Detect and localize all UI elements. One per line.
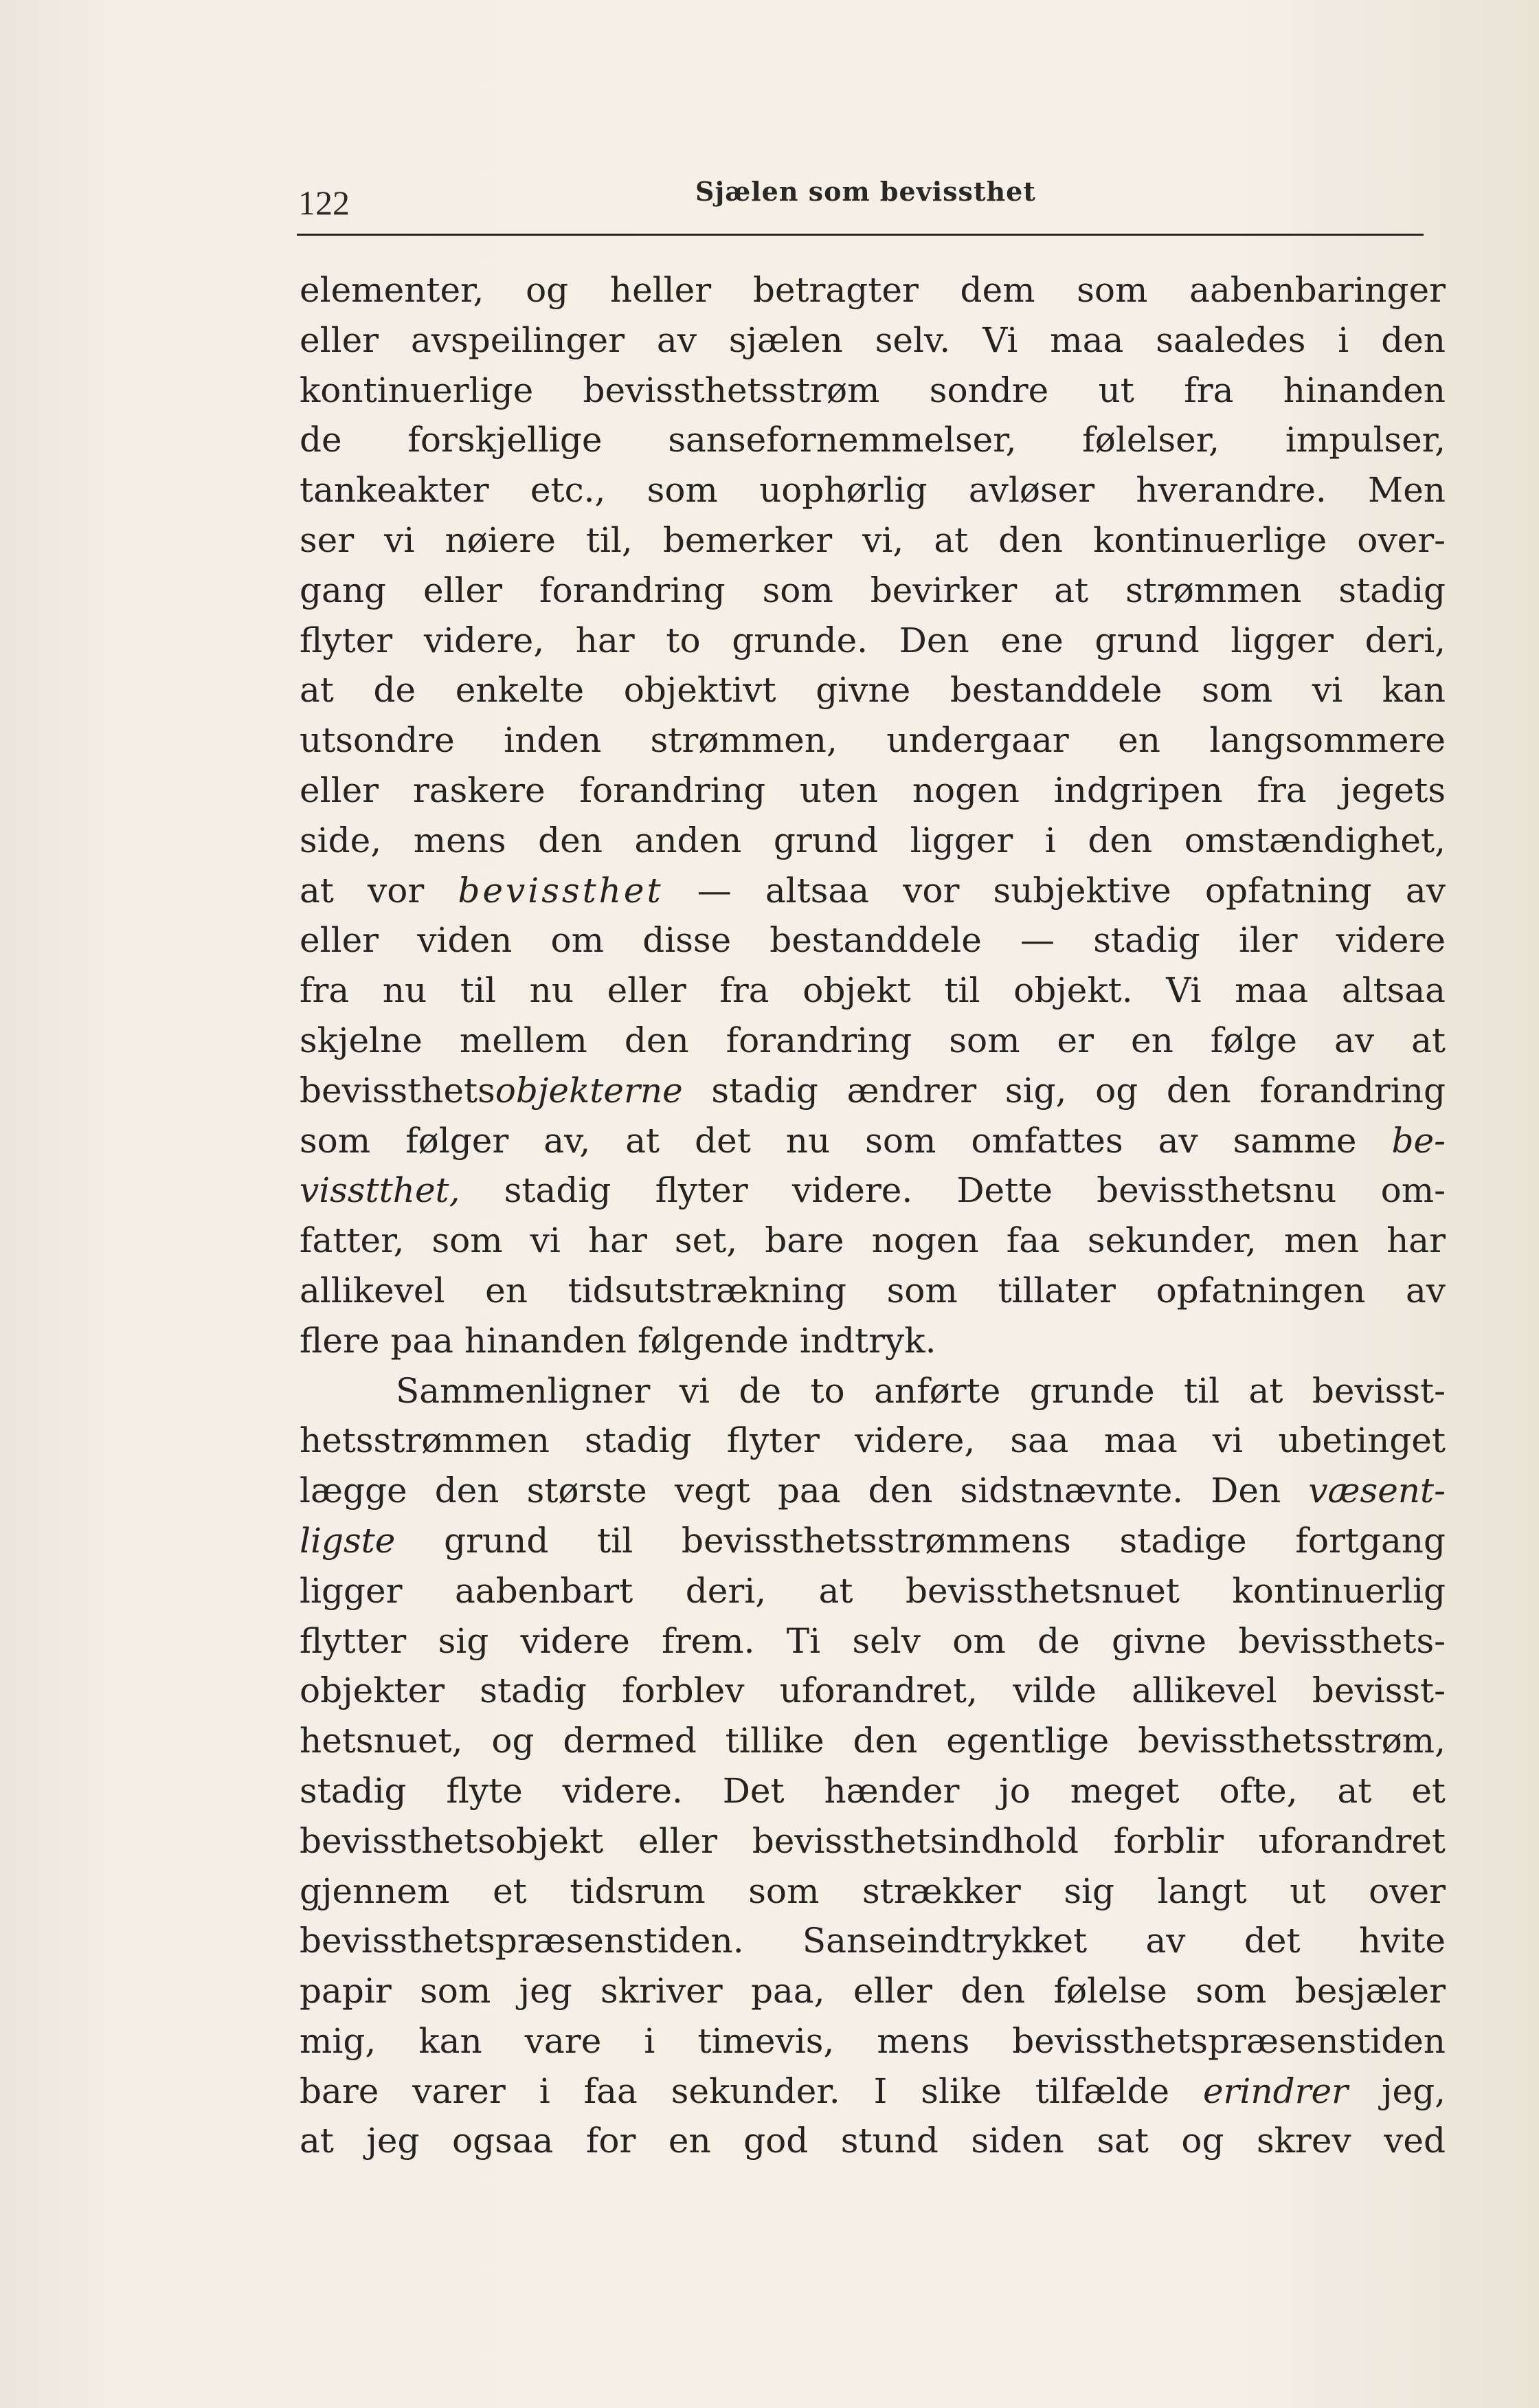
italic-term: væsent- <box>1308 1471 1446 1511</box>
text-line: stadig flyte videre. Det hænder jo meget ofte, at et <box>300 1770 1446 1811</box>
text-line: at de enkelte objektivt givne bestanddele som vi kan <box>300 670 1446 711</box>
text-line: bevissthetsobjekt eller bevissthetsindhold forblir uforandret <box>300 1820 1446 1861</box>
text-line: de forskjellige sansefornemmelser, følelser, impulser, <box>300 420 1446 460</box>
text-line: fra nu til nu eller fra objekt til objekt. Vi maa altsaa <box>300 970 1446 1011</box>
text-line: skjelne mellem den forandring som er en følge av at <box>300 1020 1446 1060</box>
text-line: utsondre inden strømmen, undergaar en langsommere <box>300 720 1446 761</box>
text-line: eller viden om disse bestanddele — stadig iler videre <box>300 920 1446 961</box>
text-line: hetsnuet, og dermed tillike den egentlige bevissthetsstrøm, <box>300 1721 1446 1761</box>
text-line: bare varer i faa sekunder. I slike tilfælde erindrer jeg, <box>300 2071 1446 2111</box>
italic-term: ligste <box>300 1520 396 1561</box>
text-line: visstthet, stadig flyter videre. Dette bevissthetsnu om- <box>300 1170 1446 1211</box>
text-line: Sammenligner vi de to anførte grunde til at bevisst- <box>396 1370 1446 1411</box>
text-line: tankeakter etc., som uophørlig avløser hverandre. Men <box>300 470 1446 511</box>
text-line: ser vi nøiere til, bemerker vi, at den kontinuerlige over- <box>300 520 1446 560</box>
text-line: gang eller forandring som bevirker at strømmen stadig <box>300 570 1446 610</box>
text-line: eller avspeilinger av sjælen selv. Vi maa saaledes i den <box>300 320 1446 360</box>
text-line: at vor bevissthet — altsaa vor subjektive opfatning av <box>300 870 1446 911</box>
italic-term: objekterne <box>495 1070 683 1111</box>
text-line: flytter sig videre frem. Ti selv om de givne bevissthets- <box>300 1620 1446 1661</box>
text-line: mig, kan vare i timevis, mens bevissthetspræsenstiden <box>300 2020 1446 2061</box>
text-line: allikevel en tidsutstrækning som tillater opfatningen av <box>300 1270 1446 1311</box>
text-line: bevissthetspræsenstiden. Sanseindtrykket av det hvite <box>300 1921 1446 1961</box>
text-line: lægge den største vegt paa den sidstnævnte. Den væsent- <box>300 1471 1446 1511</box>
page-number: 122 <box>298 183 350 222</box>
text-line: papir som jeg skriver paa, eller den følelse som besjæler <box>300 1971 1446 2011</box>
text-line: som følger av, at det nu som omfattes av samme be- <box>300 1120 1446 1161</box>
text-line: eller raskere forandring uten nogen indgripen fra jegets <box>300 770 1446 810</box>
text-line: ligger aabenbart deri, at bevissthetsnuet kontinuerlig <box>300 1570 1446 1611</box>
text-line: side, mens den anden grund ligger i den omstændighet, <box>300 820 1446 860</box>
text-line: hetsstrømmen stadig flyter videre, saa maa vi ubetinget <box>300 1420 1446 1461</box>
italic-term: visstthet, <box>300 1170 460 1211</box>
text-line: flyter videre, har to grunde. Den ene grund ligger deri, <box>300 620 1446 660</box>
italic-term: bevissthet <box>458 870 664 911</box>
paragraph-1 <box>300 265 1446 1366</box>
italic-term: be- <box>1391 1120 1446 1161</box>
text-line: kontinuerlige bevissthetsstrøm sondre ut fra hinanden <box>300 370 1446 410</box>
text-line: bevissthetsobjekterne stadig ændrer sig, og den forandring <box>300 1070 1446 1111</box>
page-header <box>297 172 1424 236</box>
running-title: Sjælen som bevissthet <box>695 176 1036 207</box>
body-text <box>300 265 1446 2166</box>
text-line: at jeg ogsaa for en god stund siden sat og skrev ved <box>300 2121 1446 2161</box>
paragraph-2 <box>300 1366 1446 2167</box>
italic-term: erindrer <box>1202 2071 1349 2111</box>
text-line: elementer, og heller betragter dem som aabenbaringer <box>300 270 1446 310</box>
text-line: ligste grund til bevissthetsstrømmens stadige fortgang <box>300 1520 1446 1561</box>
text-line: flere paa hinanden følgende indtryk. <box>300 1320 936 1361</box>
text-line: gjennem et tidsrum som strækker sig langt ut over <box>300 1871 1446 1911</box>
text-line: fatter, som vi har set, bare nogen faa sekunder, men har <box>300 1220 1446 1261</box>
text-line: objekter stadig forblev uforandret, vilde allikevel bevisst- <box>300 1671 1446 1711</box>
